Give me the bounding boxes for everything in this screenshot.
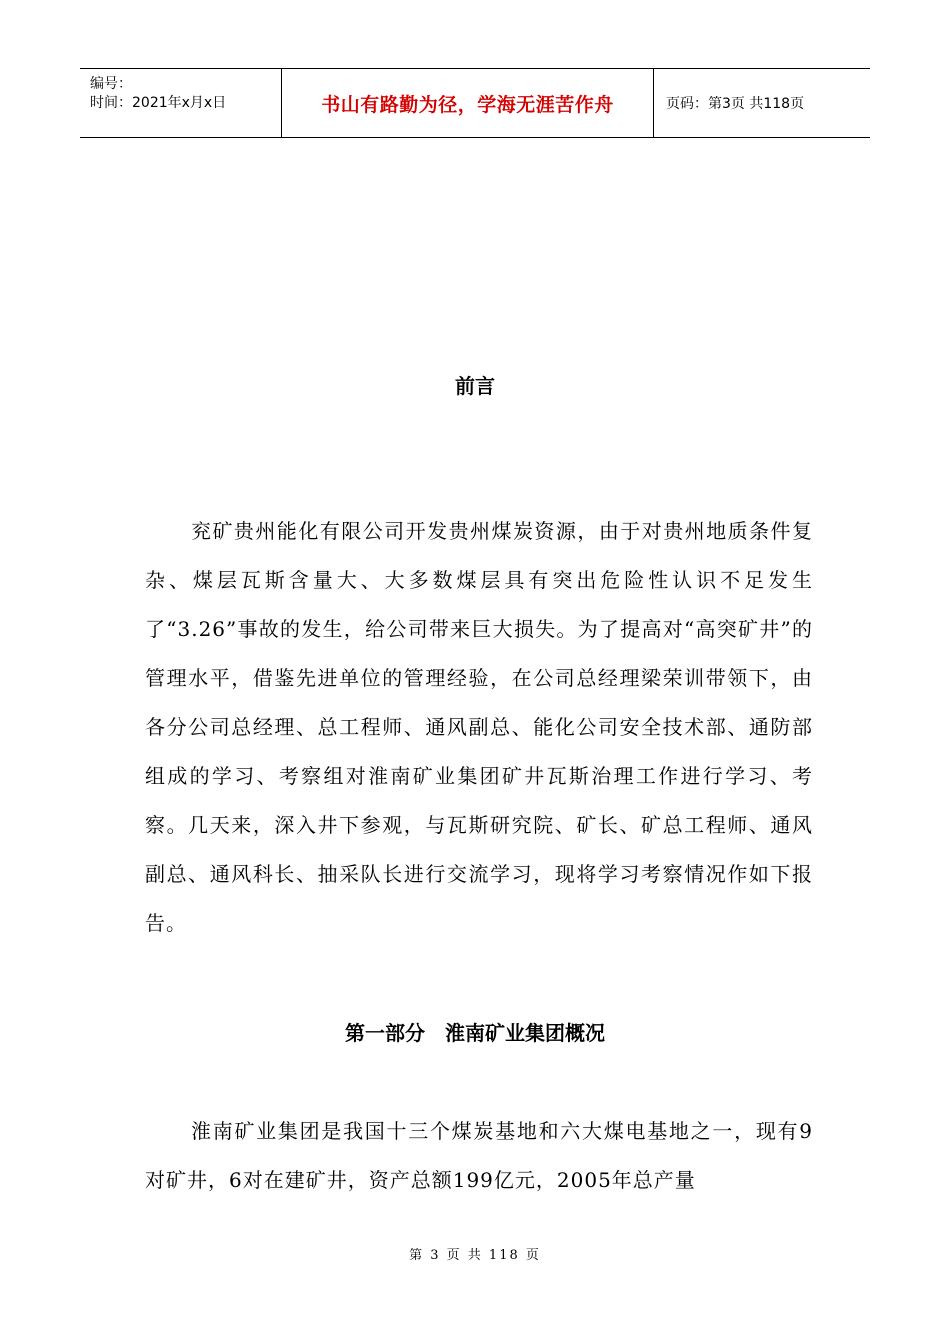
part-one-text: 淮南矿业集团是我国十三个煤炭基地和六大煤电基地之一，现有9对矿井，6对在建矿井，资产总额199亿元，2005年总产量 — [145, 1119, 813, 1192]
header-page-info: 页码：第3页 共118页 — [666, 96, 805, 112]
number-label: 编号： — [90, 76, 132, 92]
page-header — [80, 68, 870, 138]
section-heading-preface: 前言 — [455, 374, 495, 398]
header-meta — [80, 69, 281, 137]
page-footer: 第 3 页 共 118 页 — [409, 1248, 541, 1263]
section-heading-part-one: 第一部分 淮南矿业集团概况 — [345, 1021, 605, 1045]
time-label: 时间：2021年x月x日 — [90, 95, 227, 111]
header-motto: 书山有路勤为径，学海无涯苦作舟 — [281, 69, 654, 137]
preface-paragraph — [145, 507, 813, 948]
preface-text: 兖矿贵州能化有限公司开发贵州煤炭资源，由于对贵州地质条件复杂、煤层瓦斯含量大、大多数煤层具有突出危险性认识不足发生了“3.26”事故的发生，给公司带来巨大损失。为了提高对“高突矿井”的管理水平，借鉴先进单位的管理经验，在公司总经理梁荣训带领下，由各分公司总经理、总工程师、通风副总、能化公司安全技术部、通防部组成的学习、考察组对淮南矿业集团矿井瓦斯治理工作进行学习、考察。几天来，深入井下参观，与瓦斯研究院、矿长、矿总工程师、通风副总、通风科长、抽采队长进行交流学习，现将学习考察情况作如下报告。 — [145, 519, 813, 935]
part-one-paragraph — [145, 1107, 813, 1205]
